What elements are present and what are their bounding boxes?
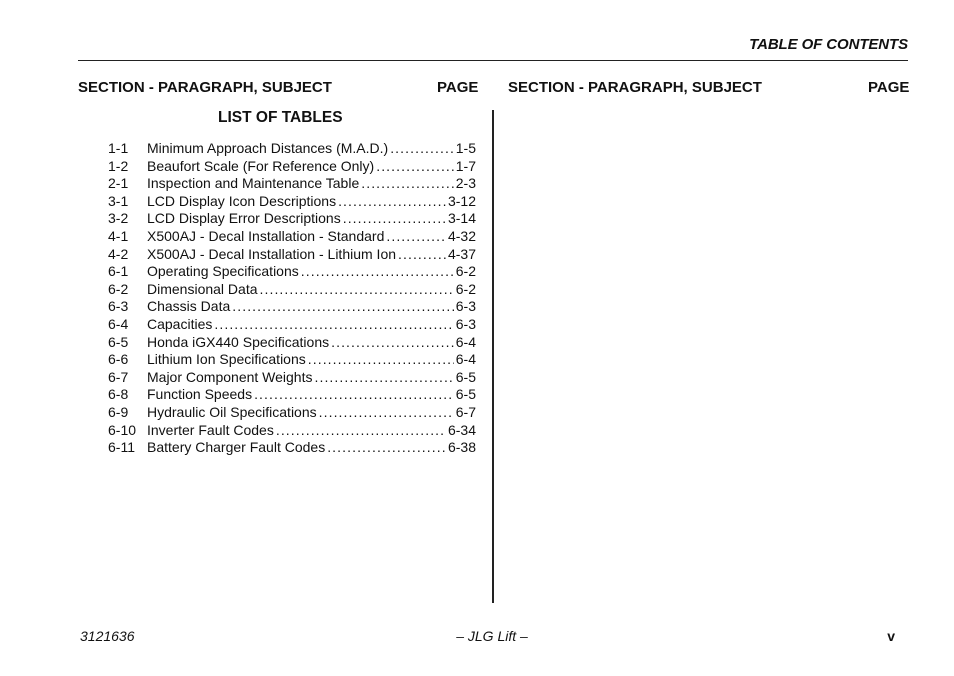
- toc-entry-title: Lithium Ion Specifications: [147, 351, 306, 368]
- toc-entry-number: 6-7: [108, 368, 129, 385]
- toc-entry-number: 3-2: [108, 210, 129, 227]
- toc-entry-number: 6-6: [108, 351, 129, 368]
- toc-entry-page: 6-2: [455, 280, 476, 297]
- toc-entry-page: 3-12: [447, 192, 476, 209]
- right-column-page-label: PAGE: [868, 79, 910, 96]
- toc-entry[interactable]: [108, 140, 476, 158]
- toc-entry-number: 4-2: [108, 245, 129, 262]
- toc-entry-number: 6-9: [108, 403, 129, 420]
- toc-entry-leader-dots: [260, 281, 454, 297]
- toc-entry-leader-dots: [376, 158, 454, 174]
- toc-entry-leader-dots: [308, 351, 454, 367]
- toc-entry-number: 4-1: [108, 227, 129, 244]
- toc-entry-leader-dots: [214, 316, 453, 332]
- toc-entry-page: 6-3: [455, 298, 476, 315]
- toc-entry[interactable]: [108, 175, 476, 193]
- toc-entry-page: 6-5: [455, 368, 476, 385]
- toc-entry-page: 2-3: [455, 175, 476, 192]
- toc-entry-page: 1-5: [455, 140, 476, 156]
- toc-entry[interactable]: [108, 281, 476, 299]
- toc-entry-page: 1-7: [455, 157, 476, 174]
- toc-entry-number: 6-11: [108, 439, 135, 456]
- toc-entry-title: Operating Specifications: [147, 263, 299, 280]
- toc-entry-page: 6-4: [455, 351, 476, 368]
- footer-doc-number: 3121636: [80, 628, 135, 644]
- toc-entry-number: 6-10: [108, 421, 137, 438]
- toc-entry-number: 6-2: [108, 280, 129, 297]
- toc-entry-title: Capacities: [147, 315, 213, 332]
- toc-entry-title: Hydraulic Oil Specifications: [147, 403, 317, 420]
- toc-entry-page: 6-34: [447, 421, 476, 438]
- toc-entry-page: 6-2: [455, 263, 476, 280]
- toc-entry[interactable]: [108, 263, 476, 281]
- toc-entry-leader-dots: [361, 175, 454, 191]
- toc-entry[interactable]: [108, 193, 476, 211]
- toc-entry-leader-dots: [327, 439, 446, 455]
- toc-entry[interactable]: [108, 422, 476, 440]
- toc-entry-page: 6-38: [447, 439, 476, 456]
- toc-entry-number: 6-3: [108, 298, 129, 315]
- toc-entry-page: 6-3: [455, 315, 476, 332]
- left-column-page-label: PAGE: [437, 79, 479, 96]
- toc-entry-number: 6-1: [108, 263, 129, 280]
- toc-entry-title: LCD Display Error Descriptions: [147, 210, 341, 227]
- toc-entry[interactable]: [108, 439, 476, 457]
- toc-entry-leader-dots: [338, 193, 446, 209]
- toc-entry-page: 6-5: [455, 386, 476, 403]
- toc-list: [108, 140, 476, 457]
- toc-entry-number: 2-1: [108, 175, 129, 192]
- toc-entry-number: 6-8: [108, 386, 129, 403]
- toc-entry[interactable]: [108, 298, 476, 316]
- toc-entry-title: Inspection and Maintenance Table: [147, 175, 360, 192]
- toc-entry-page: 3-14: [447, 210, 476, 227]
- toc-entry-title: Major Component Weights: [147, 368, 313, 385]
- toc-entry-leader-dots: [343, 210, 446, 226]
- toc-entry-title: Honda iGX440 Specifications: [147, 333, 330, 350]
- toc-entry[interactable]: [108, 334, 476, 352]
- toc-entry-page: 4-32: [447, 227, 476, 244]
- toc-entry-leader-dots: [319, 404, 454, 420]
- toc-entry[interactable]: [108, 210, 476, 228]
- toc-entry-title: LCD Display Icon Descriptions: [147, 192, 337, 209]
- toc-entry-leader-dots: [276, 422, 446, 438]
- toc-entry-number: 1-2: [108, 157, 129, 174]
- left-column-label: SECTION - PARAGRAPH, SUBJECT: [78, 79, 332, 96]
- toc-entry-leader-dots: [398, 246, 446, 262]
- toc-entry[interactable]: [108, 351, 476, 369]
- toc-entry-title: Chassis Data: [147, 298, 231, 315]
- toc-entry[interactable]: [108, 246, 476, 264]
- toc-entry[interactable]: [108, 316, 476, 334]
- toc-entry-title: Dimensional Data: [147, 280, 258, 297]
- toc-entry-number: 3-1: [108, 192, 129, 209]
- toc-entry-title: Battery Charger Fault Codes: [147, 439, 326, 456]
- toc-entry-leader-dots: [232, 298, 454, 314]
- toc-entry[interactable]: [108, 158, 476, 176]
- column-divider: [492, 110, 494, 603]
- toc-entry-title: Inverter Fault Codes: [147, 421, 274, 438]
- toc-entry-number: 1-1: [108, 140, 129, 156]
- toc-entry-leader-dots: [314, 369, 453, 385]
- toc-entry-title: Function Speeds: [147, 386, 253, 403]
- toc-entry[interactable]: [108, 404, 476, 422]
- toc-entry-page: 6-7: [455, 403, 476, 420]
- list-of-tables-heading: LIST OF TABLES: [218, 109, 343, 126]
- toc-entry-title: Beaufort Scale (For Reference Only): [147, 157, 375, 174]
- header-rule: [78, 60, 908, 61]
- toc-entry-leader-dots: [301, 263, 454, 279]
- toc-entry-leader-dots: [390, 140, 454, 156]
- toc-entry-page: 6-4: [455, 333, 476, 350]
- toc-entry[interactable]: [108, 369, 476, 387]
- toc-entry[interactable]: [108, 228, 476, 246]
- running-header-title: TABLE OF CONTENTS: [749, 36, 908, 53]
- toc-entry-title: X500AJ - Decal Installation - Lithium Ion: [147, 245, 397, 262]
- toc-entry-leader-dots: [254, 386, 454, 402]
- footer-page-number: v: [887, 628, 895, 644]
- toc-entry-title: Minimum Approach Distances (M.A.D.): [147, 140, 389, 156]
- toc-entry-page: 4-37: [447, 245, 476, 262]
- right-column-label: SECTION - PARAGRAPH, SUBJECT: [508, 79, 762, 96]
- toc-entry-leader-dots: [386, 228, 446, 244]
- footer-publisher: – JLG Lift –: [456, 628, 528, 644]
- toc-entry-leader-dots: [331, 334, 454, 350]
- toc-entry[interactable]: [108, 386, 476, 404]
- toc-entry-number: 6-4: [108, 315, 129, 332]
- toc-entry-title: X500AJ - Decal Installation - Standard: [147, 227, 385, 244]
- toc-entry-number: 6-5: [108, 333, 129, 350]
